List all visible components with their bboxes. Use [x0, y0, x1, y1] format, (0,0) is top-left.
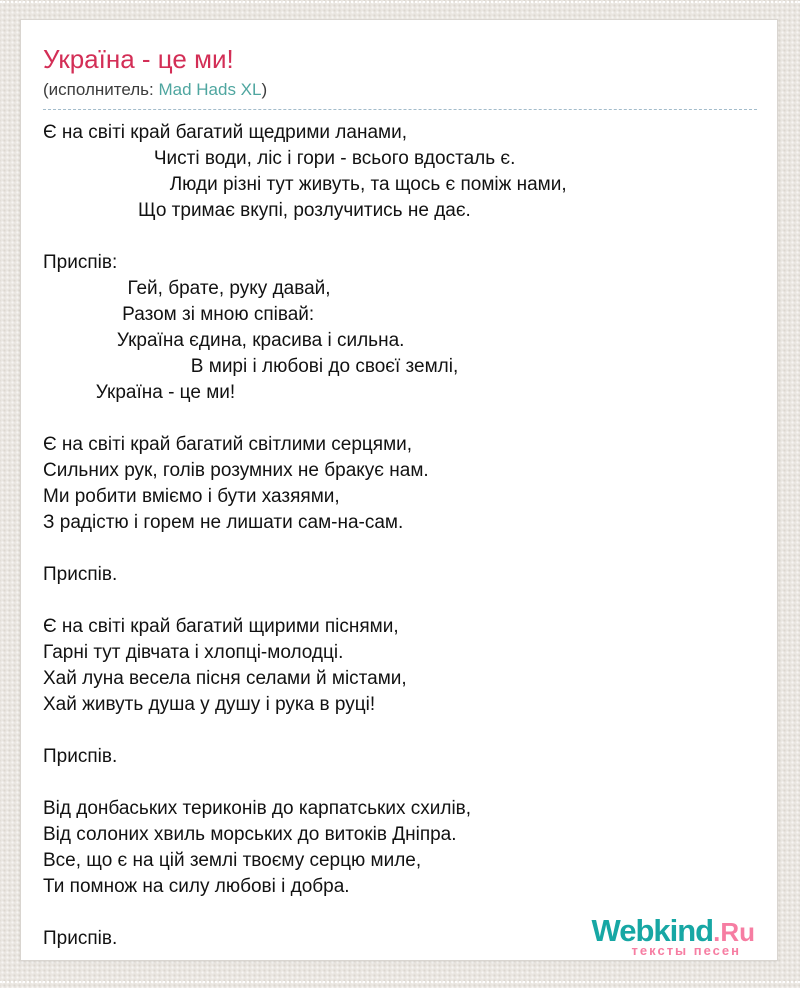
lyric-line: Ми робити вміємо і бути хазяями,	[43, 486, 340, 508]
lyric-line: В мирі і любові до своєї землі,	[43, 356, 459, 378]
top-dotted-divider	[0, 1, 800, 3]
lyric-line: Сильних рук, голів розумних не бракує нам.	[43, 460, 429, 482]
lyric-line: Все, що є на цій землі твоєму серцю миле,	[43, 850, 422, 872]
lyric-line	[43, 718, 757, 744]
lyrics-text	[43, 110, 757, 952]
lyric-line: З радістю і горем не лишати сам-на-сам.	[43, 512, 404, 534]
lyric-line	[43, 770, 757, 796]
lyric-line: Гей, брате, руку давай,	[43, 278, 331, 300]
lyric-line	[43, 224, 757, 250]
logo-wordmark	[592, 915, 756, 946]
lyric-line: Є на світі край багатий світлими серцями,	[43, 434, 413, 456]
logo-brand-text: Webkind	[591, 913, 714, 948]
lyric-line: Україна - це ми!	[43, 382, 236, 404]
lyric-line: Разом зі мною співай:	[43, 304, 315, 326]
lyric-line: Приспів.	[43, 564, 118, 586]
artist-line	[43, 80, 757, 110]
lyric-line: Гарні тут дівчата і хлопці-молодці.	[43, 642, 344, 664]
webkind-logo[interactable]	[592, 915, 756, 960]
lyric-line: Україна єдина, красива і сильна.	[43, 330, 405, 352]
lyric-line	[43, 406, 757, 432]
lyric-line: Є на світі край багатий щирими піснями,	[43, 616, 399, 638]
logo-domain-text: .Ru	[713, 917, 755, 947]
lyric-line: Хай луна весела пісня селами й містами,	[43, 668, 407, 690]
artist-link[interactable]: Mad Hads XL	[158, 80, 262, 100]
lyric-line	[43, 588, 757, 614]
lyric-line: Хай живуть душа у душу і рука в руці!	[43, 694, 376, 716]
lyric-line: Що тримає вкупі, розлучитись не дає.	[43, 200, 471, 222]
lyric-line: Від донбаських териконів до карпатських схилів,	[43, 798, 472, 820]
lyric-line: Приспів.	[43, 746, 118, 768]
lyric-line: Люди різні тут живуть, та щось є поміж нами,	[43, 174, 567, 196]
bottom-dotted-divider	[0, 981, 800, 983]
artist-label: (исполнитель:	[43, 80, 159, 100]
lyric-line: Ти помнож на силу любові і добра.	[43, 876, 350, 898]
lyric-line: Є на світі край багатий щедрими ланами,	[43, 122, 407, 144]
lyric-line: Чисті води, ліс і гори - всього вдосталь є.	[43, 148, 516, 170]
lyric-line: Приспів:	[43, 252, 118, 274]
lyric-line	[43, 536, 757, 562]
lyric-line: Приспів.	[43, 928, 118, 950]
lyric-line: Від солоних хвиль морських до витоків Дніпра.	[43, 824, 457, 846]
song-title: Україна - це ми!	[43, 44, 234, 74]
logo-tagline: тексты песен	[631, 943, 741, 958]
artist-label-close: )	[261, 80, 268, 100]
lyrics-card	[20, 19, 778, 961]
